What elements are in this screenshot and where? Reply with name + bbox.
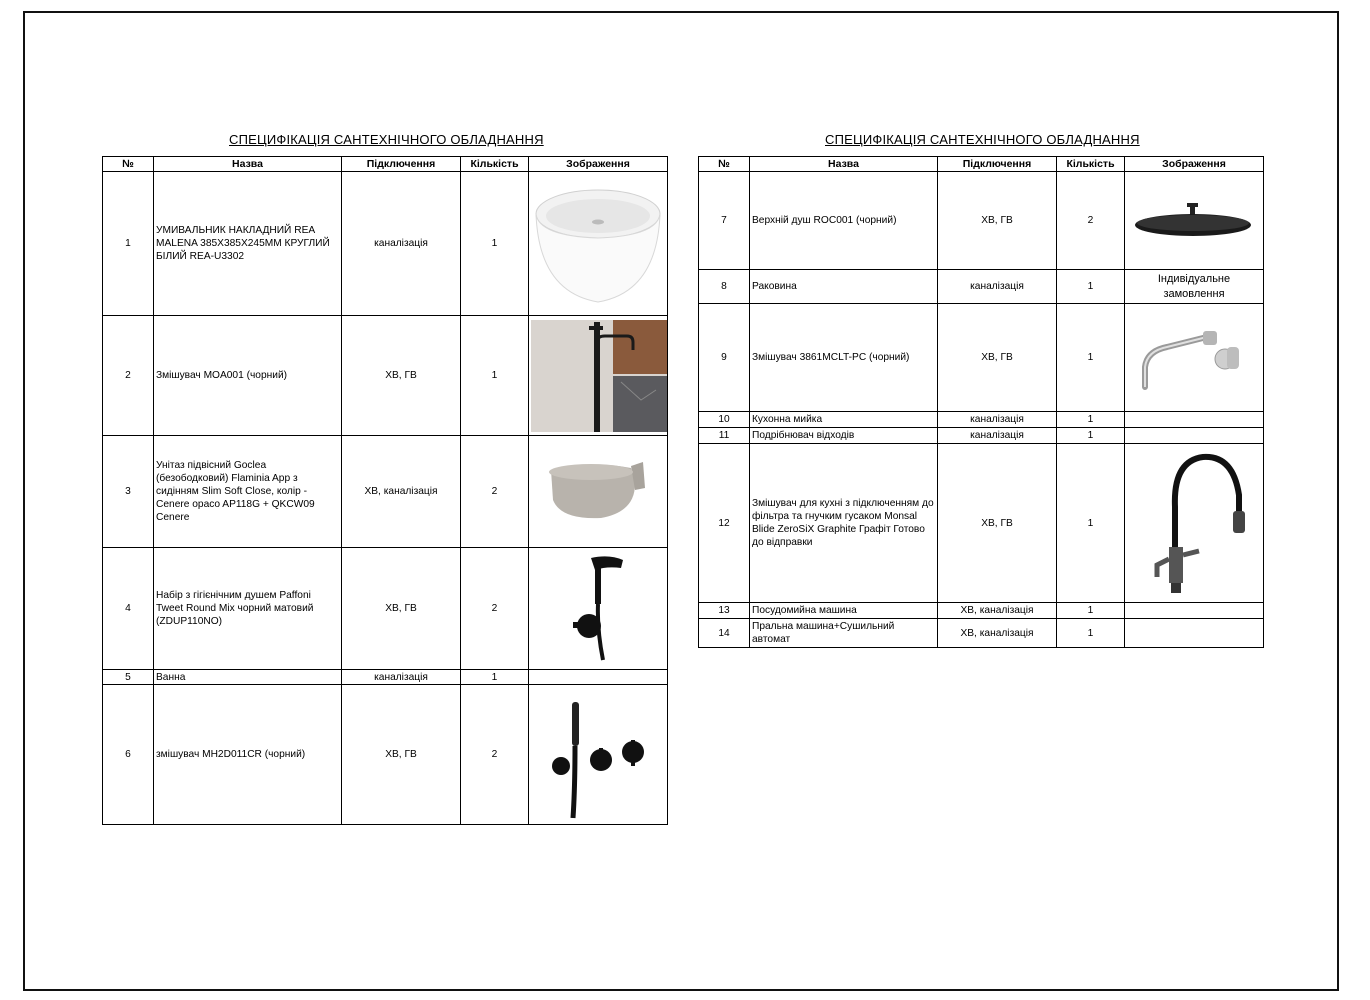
- col-header-quantity: Кількість: [461, 157, 529, 172]
- row-image: [529, 436, 668, 548]
- row-quantity: 1: [461, 172, 529, 316]
- row-quantity: 1: [1057, 304, 1125, 412]
- black-shower-mixer-set-image: [531, 688, 665, 822]
- col-header-number: №: [699, 157, 750, 172]
- black-round-rain-shower-image: [1127, 175, 1261, 267]
- black-tall-basin-mixer-image: [531, 320, 667, 432]
- table-row: [699, 270, 1264, 304]
- row-number: 8: [699, 270, 750, 304]
- row-image: [529, 548, 668, 670]
- row-quantity: 1: [1057, 412, 1125, 428]
- row-image: [1125, 603, 1264, 619]
- row-name: Унітаз підвісний Goclea (безободковий) Flaminia App з сидінням Slim Soft Close, колір - Cenere opaco AP118G + QKCW09 Cenere: [154, 436, 342, 548]
- row-connection: ХВ, ГВ: [342, 548, 461, 670]
- col-header-number: №: [103, 157, 154, 172]
- row-number: 10: [699, 412, 750, 428]
- row-connection: ХВ, каналізація: [342, 436, 461, 548]
- row-connection: ХВ, ГВ: [342, 685, 461, 825]
- row-number: 14: [699, 619, 750, 648]
- row-quantity: 1: [1057, 444, 1125, 603]
- row-image: [529, 172, 668, 316]
- table-row: [699, 172, 1264, 270]
- row-name: УМИВАЛЬНИК НАКЛАДНИЙ REA MALENA 385X385X245MM КРУГЛИЙ БІЛИЙ REA-U3302: [154, 172, 342, 316]
- table-row: [699, 444, 1264, 603]
- row-number: 5: [103, 670, 154, 685]
- row-number: 13: [699, 603, 750, 619]
- table-row: [103, 436, 668, 548]
- right-spec-title: СПЕЦИФІКАЦІЯ САНТЕХНІЧНОГО ОБЛАДНАННЯ: [825, 132, 1140, 147]
- col-header-name: Назва: [750, 157, 938, 172]
- col-header-connection: Підключення: [342, 157, 461, 172]
- col-header-quantity: Кількість: [1057, 157, 1125, 172]
- col-header-image: Зображення: [1125, 157, 1264, 172]
- row-number: 9: [699, 304, 750, 412]
- table-row: [699, 603, 1264, 619]
- row-number: 12: [699, 444, 750, 603]
- row-name: Верхній душ ROC001 (чорний): [750, 172, 938, 270]
- left-spec-title: СПЕЦИФІКАЦІЯ САНТЕХНІЧНОГО ОБЛАДНАННЯ: [229, 132, 544, 147]
- row-image: [529, 316, 668, 436]
- row-quantity: 1: [461, 316, 529, 436]
- row-image: [529, 670, 668, 685]
- row-quantity: 2: [461, 436, 529, 548]
- row-image: [1125, 428, 1264, 444]
- row-connection: ХВ, ГВ: [342, 316, 461, 436]
- white-round-washbasin-image: [531, 174, 665, 314]
- row-connection: ХВ, каналізація: [938, 619, 1057, 648]
- row-quantity: 1: [1057, 603, 1125, 619]
- col-header-name: Назва: [154, 157, 342, 172]
- row-name: Пральна машина+Сушильний автомат: [750, 619, 938, 648]
- row-connection: каналізація: [342, 670, 461, 685]
- table-row: [699, 412, 1264, 428]
- col-header-connection: Підключення: [938, 157, 1057, 172]
- row-image: [1125, 172, 1264, 270]
- row-name: Набір з гігієнічним душем Paffoni Tweet Round Mix чорний матовий (ZDUP110NO): [154, 548, 342, 670]
- kitchen-mixer-flexible-spout-image: [1127, 447, 1261, 599]
- row-number: 4: [103, 548, 154, 670]
- table-row: [103, 685, 668, 825]
- row-name: Змішувач для кухні з підключенням до фільтра та гнучким гусаком Monsal Blide ZeroSiX Graphite Графіт Готово до відправки: [750, 444, 938, 603]
- row-name: змішувач MH2D011CR (чорний): [154, 685, 342, 825]
- row-number: 2: [103, 316, 154, 436]
- col-header-image: Зображення: [529, 157, 668, 172]
- table-row: [103, 172, 668, 316]
- table-row: [699, 428, 1264, 444]
- row-quantity: 2: [461, 548, 529, 670]
- row-connection: ХВ, ГВ: [938, 304, 1057, 412]
- black-hygienic-shower-set-image: [531, 550, 665, 668]
- row-connection: каналізація: [938, 270, 1057, 304]
- row-name: Кухонна мийка: [750, 412, 938, 428]
- row-number: 11: [699, 428, 750, 444]
- row-quantity: 2: [1057, 172, 1125, 270]
- row-image: [1125, 444, 1264, 603]
- row-name: Подрібнювач відходів: [750, 428, 938, 444]
- row-connection: ХВ, ГВ: [938, 172, 1057, 270]
- row-image: [1125, 619, 1264, 648]
- row-quantity: 1: [461, 670, 529, 685]
- row-connection: ХВ, ГВ: [938, 444, 1057, 603]
- left-spec-table: [102, 156, 668, 825]
- row-connection: ХВ, каналізація: [938, 603, 1057, 619]
- right-spec-table: [698, 156, 1264, 648]
- row-number: 6: [103, 685, 154, 825]
- row-name: Змішувач MOA001 (чорний): [154, 316, 342, 436]
- table-row: [699, 304, 1264, 412]
- table-header-row: [103, 157, 668, 172]
- row-image: [1125, 270, 1264, 304]
- row-name: Змішувач 3861MCLT-PC (чорний): [750, 304, 938, 412]
- individual-order-note: Індивідуальне замовлення: [1157, 272, 1231, 300]
- row-quantity: 1: [1057, 270, 1125, 304]
- table-row: [103, 316, 668, 436]
- row-quantity: 2: [461, 685, 529, 825]
- row-name: Посудомийна машина: [750, 603, 938, 619]
- row-number: 3: [103, 436, 154, 548]
- row-image: [529, 685, 668, 825]
- row-quantity: 1: [1057, 428, 1125, 444]
- row-name: Ванна: [154, 670, 342, 685]
- row-connection: каналізація: [342, 172, 461, 316]
- row-number: 1: [103, 172, 154, 316]
- row-name: Раковина: [750, 270, 938, 304]
- table-header-row: [699, 157, 1264, 172]
- row-connection: каналізація: [938, 412, 1057, 428]
- row-image: [1125, 412, 1264, 428]
- row-quantity: 1: [1057, 619, 1125, 648]
- row-image: [1125, 304, 1264, 412]
- row-connection: каналізація: [938, 428, 1057, 444]
- table-row: [699, 619, 1264, 648]
- row-number: 7: [699, 172, 750, 270]
- chrome-wall-spout-mixer-image: [1127, 307, 1261, 409]
- grey-wall-hung-toilet-image: [531, 440, 665, 544]
- table-row: [103, 548, 668, 670]
- table-row: [103, 670, 668, 685]
